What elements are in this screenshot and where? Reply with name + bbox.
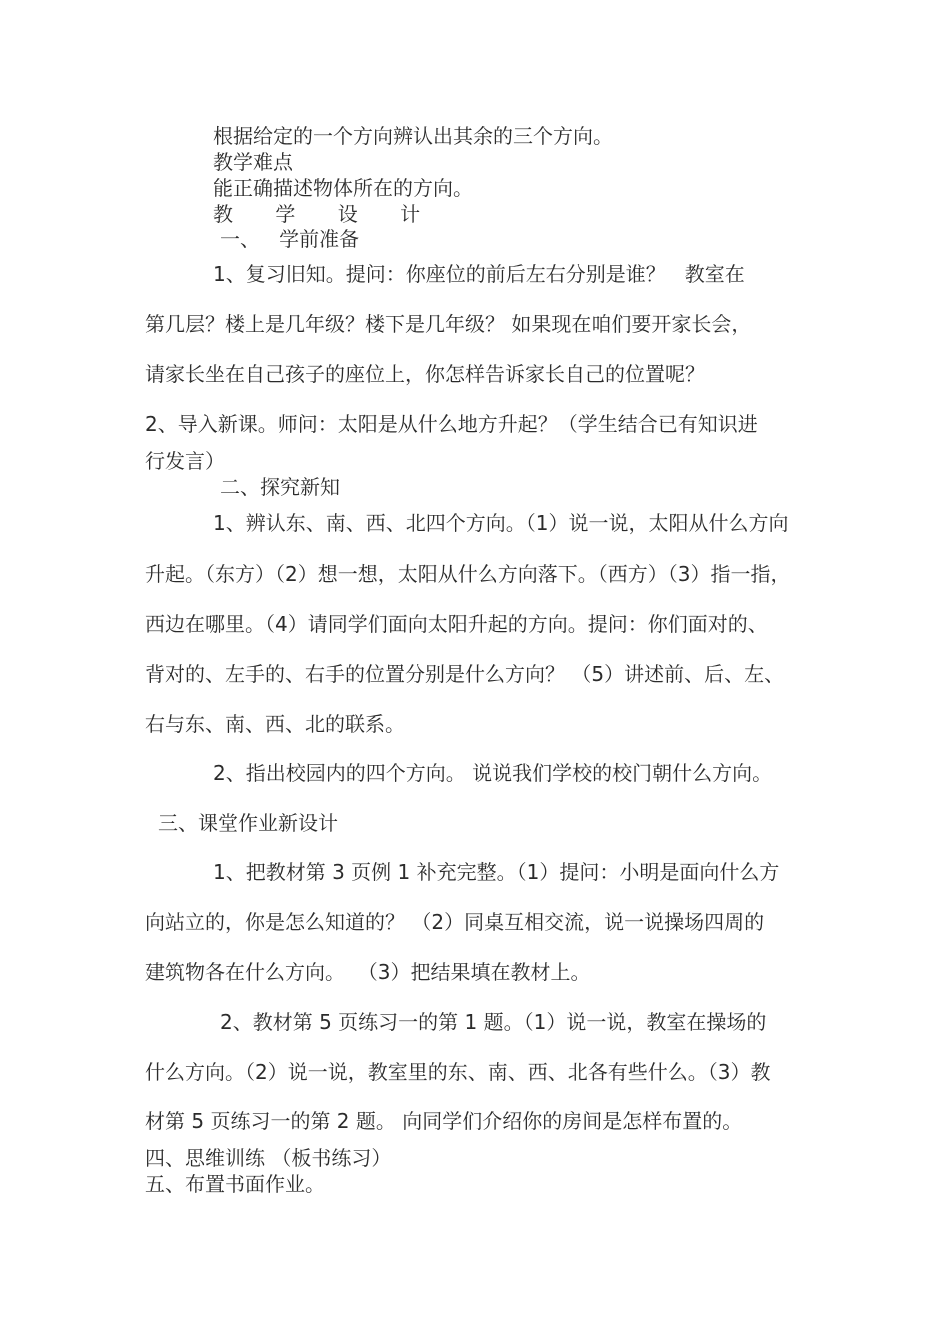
section-heading: 五、布置书面作业。 [145,1172,325,1196]
text-line: 2、教材第 5 页练习一的第 1 题。（1）说一说，教室在操场的 [220,1010,767,1034]
text-line: 根据给定的一个方向辨认出其余的三个方向。 [213,124,613,148]
text-line: 1、复习旧知。提问：你座位的前后左右分别是谁？ 教室在 [213,262,745,286]
section-heading: 三、课堂作业新设计 [158,811,338,835]
text-line: 什么方向。（2）说一说，教室里的东、南、西、北各有些什么。（3）教 [145,1060,771,1084]
section-heading: 一、 学前准备 [220,227,360,251]
text-line: 能正确描述物体所在的方向。 [213,176,473,200]
text-line: 2、指出校园内的四个方向。 说说我们学校的校门朝什么方向。 [213,761,773,785]
text-line: 升起。（东方）（2）想一想，太阳从什么方向落下。（西方）（3）指一指， [145,562,791,586]
section-heading: 二、探究新知 [220,475,340,499]
section-heading: 教 学 设 计 [213,202,439,226]
text-line: 1、把教材第 3 页例 1 补充完整。（1）提问：小明是面向什么方 [213,860,780,884]
text-line: 1、辨认东、南、西、北四个方向。（1）说一说，太阳从什么方向 [213,511,789,535]
text-line: 行发言） [145,449,225,473]
text-line: 第几层？楼上是几年级？楼下是几年级？ 如果现在咱们要开家长会， [145,312,752,336]
text-line: 向站立的，你是怎么知道的？ （2）同桌互相交流，说一说操场四周的 [145,910,765,934]
text-line: 2、导入新课。师问：太阳是从什么地方升起？（学生结合已有知识进 [145,412,758,436]
text-line: 右与东、南、西、北的联系。 [145,712,405,736]
text-line: 建筑物各在什么方向。 （3）把结果填在教材上。 [145,960,591,984]
text-line: 请家长坐在自己孩子的座位上，你怎样告诉家长自己的位置呢？ [145,362,705,386]
section-heading: 四、思维训练 （板书练习） [145,1146,392,1170]
text-line: 材第 5 页练习一的第 2 题。 向同学们介绍你的房间是怎样布置的。 [145,1109,743,1133]
text-line: 背对的、左手的、右手的位置分别是什么方向？ （5）讲述前、后、左、 [145,662,785,686]
section-heading: 教学难点 [213,150,293,174]
text-line: 西边在哪里。（4）请同学们面向太阳升起的方向。提问：你们面对的、 [145,612,768,636]
